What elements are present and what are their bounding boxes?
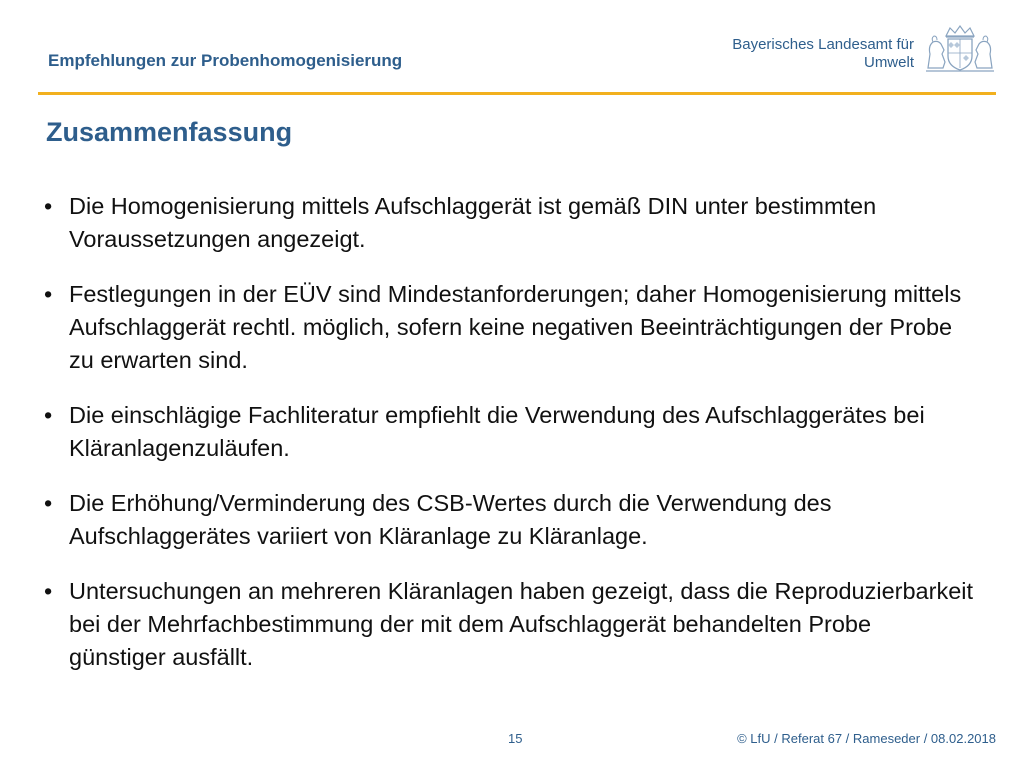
- page-number: 15: [508, 731, 523, 746]
- bullet-item: [44, 487, 974, 553]
- bavarian-coat-of-arms-icon: [924, 24, 996, 74]
- page-title: Zusammenfassung: [46, 117, 293, 147]
- bullet-marker: •: [44, 193, 53, 219]
- bullet-marker: •: [44, 281, 53, 307]
- bullet-item: [44, 399, 974, 465]
- bullet-marker: •: [44, 490, 53, 516]
- bullet-item: [44, 190, 974, 256]
- bullet-marker: •: [44, 402, 53, 428]
- organization-name-line-2: Umwelt: [863, 54, 914, 71]
- presentation-subtitle: Empfehlungen zur Probenhomogenisierung: [48, 51, 403, 70]
- bullet-text: Festlegungen in der EÜV sind Mindestanforderungen; daher Homogenisierung mittels Aufschlaggerät rechtl. möglich, sofern keine negativen Beeinträchtigungen der Probe zu erwarten sind.: [69, 281, 962, 373]
- bullet-item: [44, 575, 974, 674]
- bullet-text: Die Erhöhung/Verminderung des CSB-Wertes durch die Verwendung des Aufschlaggerätes variiert von Kläranlage zu Kläranlage.: [69, 490, 832, 549]
- bullet-marker: •: [44, 578, 53, 604]
- bullet-text: Die einschlägige Fachliteratur empfiehlt die Verwendung des Aufschlaggerätes bei Kläranlagenzuläufen.: [69, 402, 925, 461]
- bullet-list: [44, 190, 974, 696]
- bullet-text: Untersuchungen an mehreren Kläranlagen haben gezeigt, dass die Reproduzierbarkeit bei der Mehrfachbestimmung der mit dem Aufschlaggerät behandelten Probe günstiger ausfällt.: [69, 578, 974, 670]
- header-divider: [38, 92, 996, 95]
- organization-name: [732, 36, 914, 72]
- organization-name-line-1: Bayerisches Landesamt für: [732, 36, 914, 53]
- bullet-item: [44, 278, 974, 377]
- bullet-text: Die Homogenisierung mittels Aufschlaggerät ist gemäß DIN unter bestimmten Voraussetzungen angezeigt.: [69, 193, 877, 252]
- footer-credit: © LfU / Referat 67 / Rameseder / 08.02.2018: [737, 731, 996, 746]
